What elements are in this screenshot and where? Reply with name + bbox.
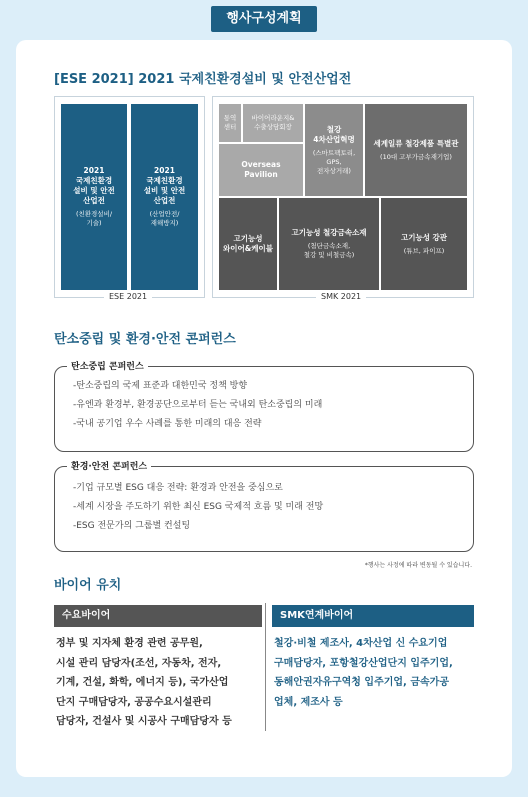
steel-material bbox=[279, 198, 379, 290]
demand-buyer-text: 정부 및 지자체 환경 관련 공무원, 시설 관리 담당자(조선, 자동차, 전자, 기계, 건설, 화학, 에너지 등), 국가산업 단지 구매담당자, 공공수요시설관리 담당자, 건설사 및 시공사 구매담당자 등 bbox=[56, 638, 232, 727]
conference-item: -세계 시장을 주도하기 위한 최신 ESG 국제적 흐름 및 미래 전망 bbox=[73, 502, 324, 512]
carbon-conference-box bbox=[54, 362, 474, 452]
block-title: Overseas Pavilion bbox=[241, 159, 281, 179]
block-sub: (첨단금속소재, 철강 및 비철금속) bbox=[303, 242, 355, 260]
world-class-steel bbox=[365, 104, 467, 196]
conference-item: -기업 규모별 ESG 대응 전략: 환경과 안전을 중심으로 bbox=[73, 483, 283, 493]
ese-block-safety bbox=[131, 104, 198, 290]
conference-item: -탄소중립의 국제 표준과 대한민국 정책 방향 bbox=[73, 381, 248, 391]
block-sub: (튜브, 파이프) bbox=[403, 246, 445, 255]
block-title: 2021 국제친환경 설비 및 안전 산업전 bbox=[73, 165, 115, 206]
block-sub: (스마트팩토리, GPS, 전자상거래) bbox=[312, 148, 356, 175]
block-title: 고기능성 철강금속소재 bbox=[291, 228, 367, 238]
schedule-note: *행사는 사정에 따라 변동될 수 있습니다. bbox=[364, 562, 472, 569]
block-title: 세계일류 철강제품 특별관 bbox=[373, 138, 459, 148]
safety-conference-title: 환경·안전 콘퍼런스 bbox=[67, 459, 151, 472]
safety-conference-box bbox=[54, 462, 474, 552]
block-title: 2021 국제친환경 설비 및 안전 산업전 bbox=[143, 165, 186, 206]
smk-buyer-text: 철강·비철 제조사, 4차산업 신 수요기업 구매담당자, 포항철강산업단지 입주기업, 동해안권자유구역청 입주기업, 금속가공 업체, 제조사 등 bbox=[274, 638, 453, 708]
ese-label: ESE 2021 bbox=[104, 292, 152, 301]
block-title: 철강 4차산업혁명 bbox=[313, 124, 355, 144]
layout-title: [ESE 2021] 2021 국제친환경설비 및 안전산업전 bbox=[54, 72, 352, 87]
conference-title: 탄소중립 및 환경·안전 콘퍼런스 bbox=[54, 332, 236, 347]
column-divider bbox=[265, 603, 266, 731]
carbon-conference-title: 탄소중립 콘퍼런스 bbox=[67, 359, 148, 372]
wire-cable bbox=[219, 198, 277, 290]
overseas-pavilion bbox=[219, 144, 303, 196]
interpretation-center bbox=[219, 104, 241, 142]
steel-pipe bbox=[381, 198, 467, 290]
block-sub: (산업안전/ 재해방지) bbox=[149, 210, 180, 228]
ese-block-environment bbox=[61, 104, 127, 290]
smk-buyer-header: SMK연계바이어 bbox=[272, 605, 474, 627]
section-tab: 행사구성계획 bbox=[211, 6, 317, 32]
demand-buyer-header: 수요바이어 bbox=[54, 605, 262, 627]
conference-item: -유엔과 환경부, 환경공단으로부터 듣는 국내외 탄소중립의 미래 bbox=[73, 400, 323, 410]
buyers-title: 바이어 유치 bbox=[54, 578, 122, 593]
buyer-lounge bbox=[243, 104, 303, 142]
block-title: 바이어라운지& 수출상담회장 bbox=[251, 114, 295, 131]
conference-item: -국내 공기업 우수 사례를 통한 미래의 대응 전략 bbox=[73, 419, 262, 429]
block-title: 고기능성 강관 bbox=[400, 232, 448, 242]
smk-label: SMK 2021 bbox=[316, 292, 366, 301]
block-title: 통역 센터 bbox=[223, 114, 237, 131]
block-sub: (10대 고부가금속재기업) bbox=[380, 152, 452, 161]
block-title: 고기능성 와이어&케이블 bbox=[222, 233, 273, 253]
block-sub: (친환경설비/ 기술) bbox=[75, 210, 113, 228]
conference-item: -ESG 전문가의 그룹별 컨설팅 bbox=[73, 521, 191, 531]
steel-4th-industry bbox=[305, 104, 363, 196]
